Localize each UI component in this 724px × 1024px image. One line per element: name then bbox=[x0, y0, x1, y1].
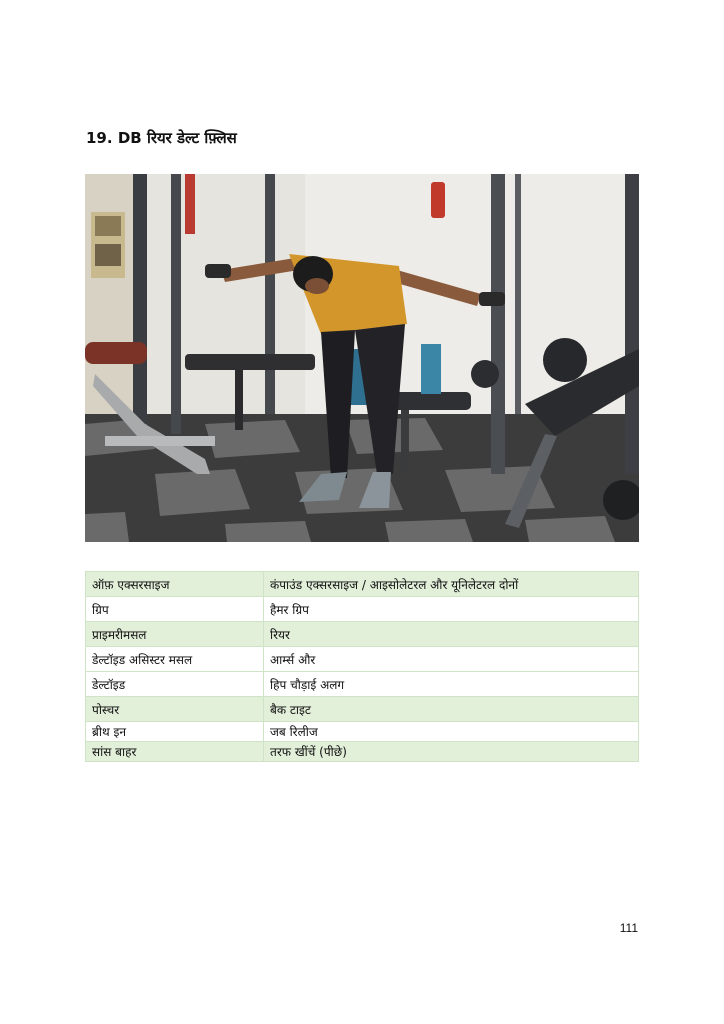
page-number: 111 bbox=[619, 921, 638, 935]
table-row bbox=[86, 622, 639, 647]
exercise-title: रियर डेल्ट फ़्लिस bbox=[146, 129, 237, 147]
table-row bbox=[86, 672, 639, 697]
row-label: ऑफ़ एक्सरसाइज bbox=[86, 572, 264, 597]
row-label: सांस बाहर bbox=[86, 742, 264, 762]
table-row bbox=[86, 742, 639, 762]
row-label: डेल्टॉइड असिस्टर मसल bbox=[86, 647, 264, 672]
row-value: जब रिलीज bbox=[264, 722, 639, 742]
exercise-photo bbox=[85, 174, 639, 542]
table-row bbox=[86, 722, 639, 742]
row-value: बैक टाइट bbox=[264, 697, 639, 722]
exercise-spec-table bbox=[85, 571, 639, 762]
row-value: रियर bbox=[264, 622, 639, 647]
row-value: कंपाउंड एक्सरसाइज / आइसोलेटरल और यूनिलेटरल दोनों bbox=[264, 572, 639, 597]
row-value: आर्म्स और bbox=[264, 647, 639, 672]
table-row bbox=[86, 697, 639, 722]
table-row bbox=[86, 572, 639, 597]
row-value: तरफ खींचें (पीछे) bbox=[264, 742, 639, 762]
exercise-heading bbox=[86, 128, 237, 148]
row-label: पोस्चर bbox=[86, 697, 264, 722]
row-label: डेल्टॉइड bbox=[86, 672, 264, 697]
row-label: ब्रीथ इन bbox=[86, 722, 264, 742]
exercise-number: 19. bbox=[86, 129, 113, 147]
table-row bbox=[86, 597, 639, 622]
row-label: ग्रिप bbox=[86, 597, 264, 622]
table-row bbox=[86, 647, 639, 672]
row-label: प्राइमरीमसल bbox=[86, 622, 264, 647]
row-value: हिप चौड़ाई अलग bbox=[264, 672, 639, 697]
row-value: हैमर ग्रिप bbox=[264, 597, 639, 622]
exercise-prefix: DB bbox=[117, 129, 142, 147]
